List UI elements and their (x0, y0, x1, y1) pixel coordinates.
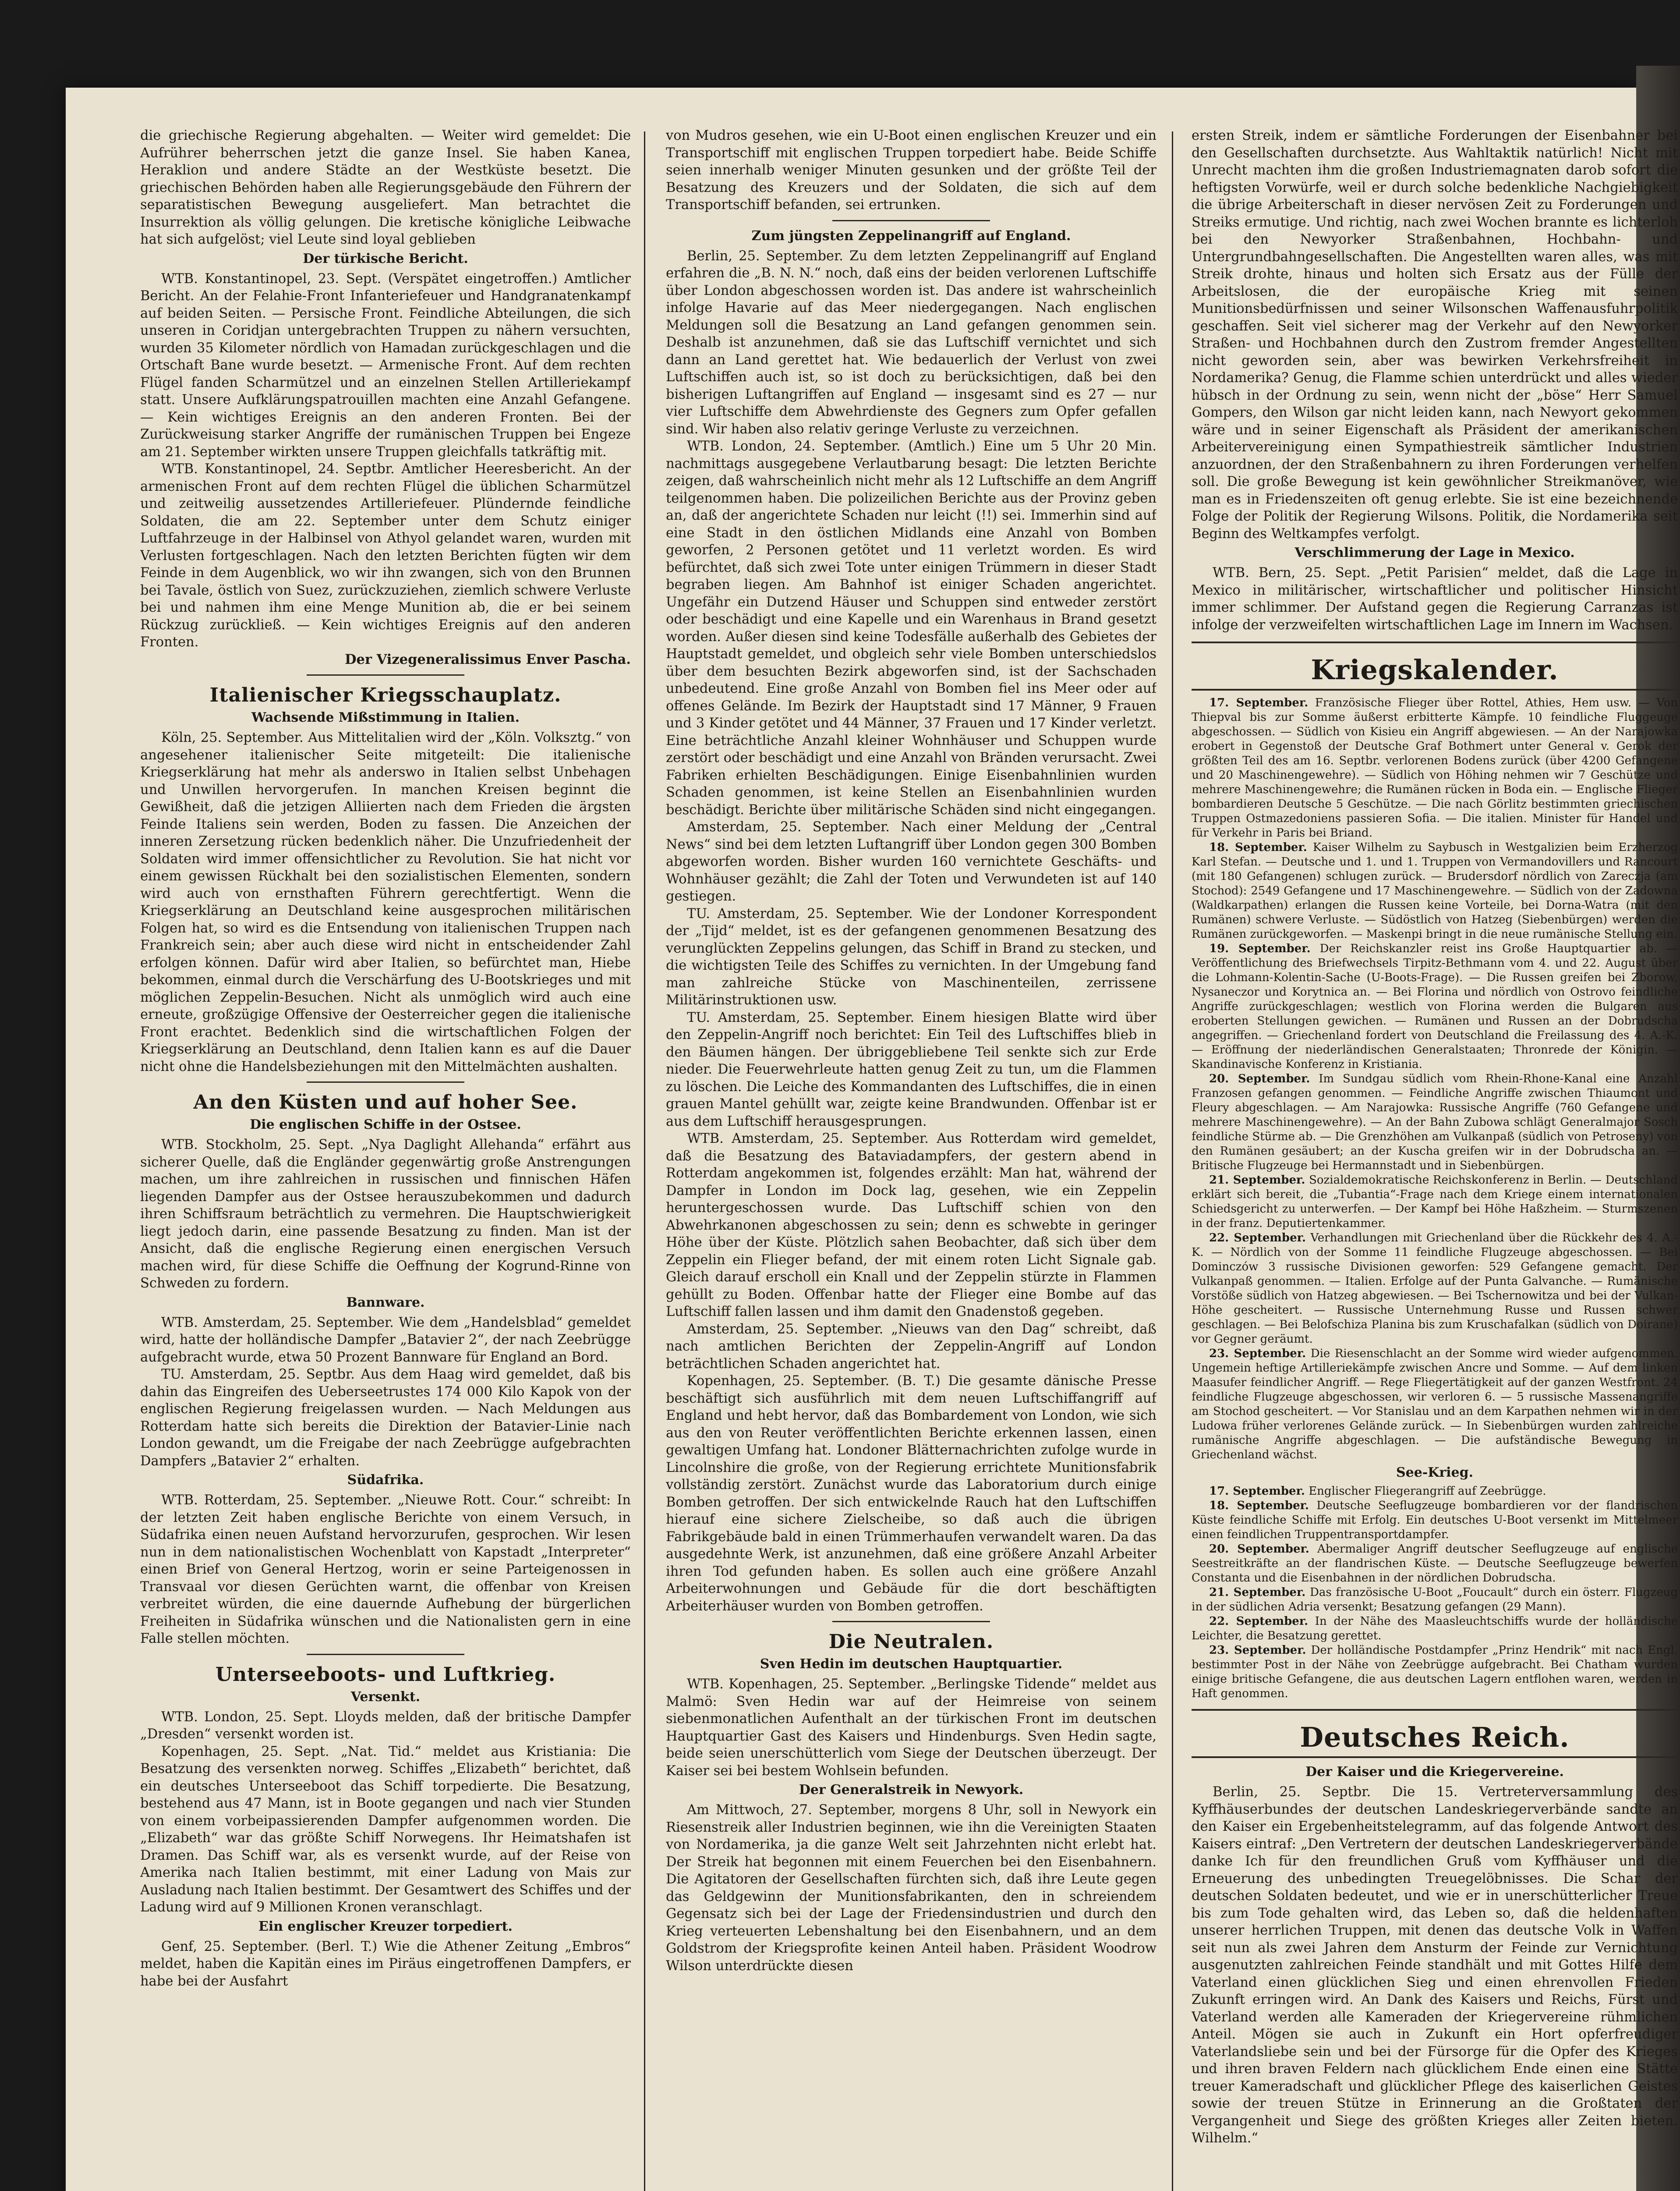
calendar-date: 17. September. (1209, 696, 1309, 709)
section-heading: Unterseeboots- und Luftkrieg. (215, 1663, 556, 1686)
section-subheading: Der Generalstreik in Newyork. (799, 1782, 1024, 1797)
war-calendar-list (1192, 696, 1678, 1701)
calendar-entry (1192, 1231, 1678, 1347)
column-left (140, 127, 631, 2191)
calendar-entry (1192, 1347, 1678, 1462)
calendar-text: Der Reichskanzler reist ins Große Hauptquartier ab. — Veröffentlichung des Briefwechsels Tirpitz-Bethmann vom 4. und 22. August über die Lohmann-Kolentin-Sache (U-Boots-Frage). — Die Russen greifen bei Zborow, Nysaneczor und Korytnica an. — Bei Florina und nördlich von Ostrovo feindliche Angriffe zurückgeschlagen; westlich von Florina werden die Bulgaren aus eroberten Stellungen gewichen. — Rumänen und Russen an der Dobrudscha angegriffen. — Griechenland fordert von Deutschland die Freilassung des 4. A.-K. — Eröffnung der niederländischen Generalstaaten; Thronrede der Königin. — Skandinavische Konferenz in Kristiania. (1192, 942, 1678, 1071)
section-subheading: Ein englischer Kreuzer torpediert. (258, 1918, 513, 1934)
article-text: TU. Amsterdam, 25. September. Wie der Londoner Korrespondent der „Tijd“ meldet, ist es der gefangenen genommenen Besatzung des verunglückten Zeppelins gelungen, das Schiff in Brand zu stecken, und die wichtigsten Teile des Schiffes zu vernichten. In der Umgebung fand man zahlreiche Stücke von Maschinenteilen, zerrissene Militärinstruktionen usw. (666, 906, 1157, 1008)
article-text: WTB. Rotterdam, 25. September. „Nieuwe Rott. Cour.“ schreibt: In der letzten Zeit haben englische Berichte von einem Versuch, in Südafrika einen neuen Aufstand hervorzurufen, gesprochen. Wir lesen nun in dem nationalistischen Wochenblatt von Kapstadt „Interpreter“ einen Brief von General Hertzog, worin er seine Parteigenossen in Transvaal vor diesen Gerüchten warnt, die offenbar von Kreisen verbreitet würden, die eine dauernde Aufhebung der bürgerlichen Freiheiten in Südafrika wünschen und die Nationalisten gern in eine Falle stellen möchten. (140, 1493, 631, 1646)
section-heading: An den Küsten und auf hoher See. (193, 1091, 578, 1113)
article-text: Amsterdam, 25. September. „Nieuws van den Dag“ schreibt, daß nach amtlichen Berichten der Zeppelin-Angriff auf London beträchtlichen Schaden angerichtet hat. (666, 1321, 1157, 1372)
divider (307, 674, 464, 676)
section-subheading: Sven Hedin im deutschen Hauptquartier. (760, 1656, 1063, 1672)
calendar-entry (1192, 1643, 1678, 1701)
article-text: TU. Amsterdam, 25. Septbr. Aus dem Haag wird gemeldet, daß bis dahin das Eingreifen des Ueberseetrustes 174 000 Kilo Kapok von der englischen Regierung freigelassen wurden. — Nach Meldungen aus Rotterdam hatte sich bereits die Direktion der Batavier-Linie nach London gewandt, um die Freigabe der nach Zeebrügge aufgebrachten Dampfers „Batavier 2“ erhalten. (140, 1367, 631, 1469)
article-text: TU. Amsterdam, 25. September. Einem hiesigen Blatte wird über den Zeppelin-Angriff noch berichtet: Ein Teil des Luftschiffes blieb in den Bäumen hängen. Der übriggebliebene Teil senkte sich zur Erde nieder. Die Feuerwehrleute hatten genug Zeit zu tun, um die Flammen zu löschen. Die Leiche des Kommandanten des Luftschiffes, die in einen grauen Mantel gehüllt war, zeigte keine Brandwunden. Offenbar ist er aus dem Luftschiff herausgesprungen. (666, 1010, 1157, 1129)
divider (832, 220, 990, 221)
calendar-date: 22. September. (1209, 1615, 1309, 1628)
calendar-date: 20. September. (1209, 1542, 1309, 1556)
reich-heading-box (1192, 1709, 1678, 1758)
article-text: die griechische Regierung abgehalten. — Weiter wird gemeldet: Die Aufrührer beherrschen jetzt die ganze Insel. Sie haben Kanea, Heraklion und andere Städte an der Westküste besetzt. Die griechischen Behörden haben alle Regierungsgebäude den Führern der separatistischen Bewegung ausgeliefert. Man betrachtet die Insurrektion als völlig gelungen. Die kretische königliche Leibwache hat sich aufgelöst; viel Leute sind loyal geblieben (140, 128, 631, 247)
calendar-entry (1192, 1484, 1678, 1499)
calendar-heading-box (1192, 642, 1678, 691)
article-text: WTB. Konstantinopel, 24. Septbr. Amtlicher Heeresbericht. An der armenischen Front auf dem rechten Flügel die üblichen Scharmützel und zeitweilig aussetzendes Artilleriefeuer. Plündernde feindliche Soldaten, die am 22. September unter dem Schutz einiger Luftfahrzeuge in der Halbinsel von Athyol gelandet waren, wurden mit Verlusten fortgeschlagen. Nach den letzten Berichten fügten wir dem Feinde in dem Augenblick, wo wir ihn zwangen, sich von den Brunnen bei Tavale, östlich von Suez, zurückzuziehen, ziemlich schwere Verluste bei und nahmen ihm eine Menge Munition ab, die er bei seinem Rückzug zurückließ. — Kein wichtiges Ereignis auf den anderen Fronten. (140, 461, 631, 650)
calendar-text: Verhandlungen mit Griechenland über die Rückkehr des 4. A.-K. — Nördlich von der Somme 11 feindliche Flugzeuge abgeschossen. — Bei Dominczów 3 russische Divisionen geworfen: 529 Gefangene gemacht. Der Vulkanpaß genommen. — Italien. Erfolge auf der Punta Galvanche. — Rumänische Vorstöße südlich von Hatzeg abgewiesen. — Bei Tschernowitza und bei der Vulkan-Höhe gescheitert. — Russische Unternehmung Russe und Russen schwer geschlagen. — Bei Belofschiza Planina bis zum Kruschafalkan (südlich von Doirane) vor Gegner geräumt. (1192, 1231, 1678, 1346)
calendar-entry (1192, 840, 1678, 942)
calendar-entry (1192, 696, 1678, 840)
section-heading: Die Neutralen. (828, 1631, 994, 1653)
calendar-entry (1192, 1542, 1678, 1585)
calendar-entry (1192, 1072, 1678, 1173)
calendar-date: 19. September. (1209, 942, 1311, 955)
calendar-text: Der holländische Postdampfer „Prinz Hendrik“ mit nach Engl. bestimmter Post in der Nähe von Zeebrügge aufgebracht. Bei Chatham wurden einige britische Gefangene, die aus deutschen Lagern entflohen waren, werden in Haft genommen. (1192, 1644, 1678, 1700)
calendar-date: 23. September. (1209, 1347, 1306, 1360)
section-subheading: Verschlimmerung der Lage in Mexico. (1294, 545, 1575, 560)
section-subheading: Der türkische Bericht. (303, 251, 468, 266)
article-text: WTB. Amsterdam, 25. September. Wie dem „Handelsblad“ gemeldet wird, hatte der holländische Dampfer „Batavier 2“, der nach Zeebrügge aufgebracht wurde, etwa 50 Prozent Bannware für England an Bord. (140, 1315, 631, 1365)
section-subheading: Die englischen Schiffe in der Ostsee. (250, 1117, 521, 1132)
calendar-entry (1192, 1585, 1678, 1614)
section-subheading: Versenkt. (350, 1689, 421, 1705)
calendar-text: In der Nähe des Maasleuchtschiffs wurde der holländische Leichter, die Besatzung gerettet. (1192, 1615, 1678, 1642)
calendar-date: 18. September. (1209, 1499, 1309, 1512)
article-text: Kopenhagen, 25. Sept. „Nat. Tid.“ meldet aus Kristiania: Die Besatzung des versenkten norweg. Schiffes „Elizabeth“ berichtet, daß ein deutsches Unterseeboot das Schiff torpedierte. Die Besatzung, bestehend aus 47 Mann, ist in Boote gegangen und nach vier Stunden von einem vorbeipassierenden Dampfer aufgenommen worden. Die „Elizabeth“ war das größte Schiff Norwegens. Ihr Heimatshafen ist Dramen. Das Schiff war, als es versenkt wurde, auf der Reise von Amerika nach Italien bestimmt, mit einer Ladung von Mais zur Ausladung nach Italien bestimmt. Der Gesamtwert des Schiffes und der Ladung wird auf 9 Millionen Kronen veranschlagt. (140, 1744, 631, 1915)
section-subheading: Wachsende Mißstimmung in Italien. (251, 710, 520, 725)
calendar-entry (1192, 1614, 1678, 1643)
article-text: WTB. Stockholm, 25. Sept. „Nya Daglight Allehanda“ erfährt aus sicherer Quelle, daß die Engländer gegenwärtig große Anstrengungen machen, um ihre zahlreichen in russischen und finnischen Häfen liegenden Dampfer aus der Ostsee herauszubekommen und dadurch ihren Schiffsraum beträchtlich zu vermehren. Die Hauptschwierigkeit liegt jedoch darin, eine passende Besatzung zu finden. Man ist der Ansicht, daß die englische Regierung einen energischen Versuch machen wird, für diese Schiffe die Oeffnung der Kogrund-Rinne von Schweden zu fordern. (140, 1137, 631, 1291)
calendar-text: Abermaliger Angriff deutscher Seeflugzeuge auf englische Seestreitkräfte an der flandrischen Küste. — Deutsche Seeflugzeuge bewerfen Constanta und die Eisenbahnen in der nördlichen Dobrudscha. (1192, 1542, 1678, 1585)
calendar-text: Englischer Fliegerangriff auf Zeebrügge. (1309, 1485, 1546, 1498)
article-text: WTB. London, 24. September. (Amtlich.) Eine um 5 Uhr 20 Min. nachmittags ausgegebene Verlautbarung besagt: Die letzten Berichte zeigen, daß wahrscheinlich nicht mehr als 12 Luftschiffe an dem Angriff teilgenommen haben. Die polizeilichen Berichte aus der Provinz geben an, daß der angerichtete Schaden nur leicht (!!) sei. Immerhin sind auf eine Stadt in den östlichen Midlands eine Anzahl von Bomben geworfen, 2 Personen getötet und 11 verletzt worden. Es wird befürchtet, daß sich zwei Tote unter einigen Trümmern in dieser Stadt begraben liegen. Am Bahnhof ist einiger Schaden angerichtet. Ungefähr ein Dutzend Häuser und Schuppen sind entweder zerstört oder beschädigt und eine Kapelle und ein Warenhaus in Brand gesetzt worden. Außer diesen sind keine Todesfälle außerhalb des Gebietes der Hauptstadt gemeldet, und obgleich sehr viele Bomben unterschiedslos über dem besuchten Bezirk abgeworfen sind, ist der Sachschaden unbedeutend. Eine große Anzahl von Bomben fiel ins Meer oder auf offenes Gelände. Im Bezirk der Hauptstadt sind 17 Männer, 9 Frauen und 3 Kinder getötet und 44 Männer, 37 Frauen und 17 Kinder verletzt. Eine beträchtliche Anzahl kleiner Wohnhäuser und Schuppen wurde zerstört oder beschädigt und eine Anzahl von Bränden verursacht. Zwei Fabriken erhielten Beschädigungen. Einige Eisenbahnlinien wurden Schaden genommen, ist keine Stellen an Eisenbahnlinien wurden beschädigt. Berichte über militärische Schäden sind nicht eingegangen. (666, 439, 1157, 818)
calendar-date: 21. September. (1209, 1586, 1306, 1599)
article-text: WTB. Bern, 25. Sept. „Petit Parisien“ meldet, daß die Lage in Mexico in militärischer, wirtschaftlicher und politischer Hinsicht immer schlimmer. Der Aufstand gegen die Regierung Carranzas ist infolge der verzweifelten wirtschaftlichen Lage im Innern im Wachsen. (1192, 565, 1678, 633)
calendar-date: 22. September. (1209, 1231, 1306, 1244)
article-text: ersten Streik, indem er sämtliche Forderungen der Eisenbahner bei den Gesellschaften durchsetzte. Aus Wahltaktik natürlich! Nicht mit Unrecht machten ihm die großen Industriemagnaten darob sofort die heftigsten Vorwürfe, weil er durch solche bedenkliche Nachgiebigkeit die übrige Arbeiterschaft in dieser nervösen Zeit zu Forderungen und Streiks ermutige. Und richtig, nach zwei Wochen brannte es lichterloh bei den Newyorker Straßenbahnen, Hochbahn- und Untergrundbahngesellschaften. Die Angestellten waren alles, was mit Streik drohte, hinaus und holten sich Ersatz aus der Fülle der Arbeitslosen, die der europäische Krieg mit seinen Munitionsbedürfnissen und seiner Wilsonschen Waffenausfuhrpolitik geschaffen. Seit viel sicherer mag der Verkehr auf den Newyorker Straßen- und Hochbahnen durch den Zustrom fremder Angestellten nicht geworden sein, aber was bewirken Verkehrsfreiheit in Nordamerika? Genug, die Flamme schien unterdrückt und alles wieder hübsch in der Ordnung zu sein, wenn nicht der „böse“ Herr Samuel Gompers, den Wilson gar nicht leiden kann, nach Newyort gekommen wäre und in seiner Eigenschaft als Präsident der amerikanischen Arbeitervereinigung einen Sympathiestreik sämtlicher Industrien anzuordnen, der den Straßenbahnern zu ihren Forderungen verhelfen soll. Die große Bewegung ist kein gewöhnlicher Streikmanöver, wie man es in Friedenszeiten oft genug erlebte. Sie ist eine bezeichnende Folge der Politik der Regierung Wilsons. Politik, die Nordamerika seit Beginn des Weltkampfes verfolgt. (1192, 128, 1678, 542)
article-signature: Der Vizegeneralissimus Enver Pascha. (345, 651, 631, 667)
calendar-date: 18. September. (1209, 841, 1307, 854)
article-text: von Mudros gesehen, wie ein U-Boot einen englischen Kreuzer und ein Transportschiff mit englischen Truppen torpediert habe. Beide Schiffe seien innerhalb weniger Minuten gesunken und der größte Teil der Besatzung des Kreuzers und der Soldaten, die sich auf dem Transportschiff befanden, sei ertrunken. (666, 128, 1157, 213)
calendar-date: 23. September. (1209, 1644, 1306, 1657)
calendar-text: Kaiser Wilhelm zu Saybusch in Westgalizien beim Erzherzog Karl Stefan. — Deutsche und 1. und 1. Truppen von Vermandovillers und Rancourt (mit 180 Gefangenen) schlugen zurück. — Brudersdorf nördlich von Zareczja (am Stochod): 2549 Gefangene und 17 Maschinengewehre. — Südlich von der Zadowna (Waldkarpathen) erlangen die Russen keine Vorteile, bei Dorna-Watra (mit den Rumänen) schwere Verluste. — Südöstlich von Hatzeg (Siebenbürgen) werden die Rumänen zurückgeworfen. — Maskenpi bringt in die neue rumänische Stellung ein. (1192, 841, 1678, 941)
section-heading: Italienischer Kriegsschauplatz. (209, 684, 562, 706)
article-text: Amsterdam, 25. September. Nach einer Meldung der „Central News“ sind bei dem letzten Luftangriff über London gegen 300 Bomben abgeworfen worden. Bisher wurden 160 vernichtete Geschäfts- und Wohnhäuser gezählt; die Zahl der Toten und Verwundeten ist auf 140 gestiegen. (666, 819, 1157, 904)
article-text: Genf, 25. September. (Berl. T.) Wie die Athener Zeitung „Embros“ meldet, haben die Kapitän eines im Piräus eingetroffenen Dampfers, er habe bei der Ausfahrt (140, 1939, 631, 1989)
section-subheading: Zum jüngsten Zeppelinangriff auf England. (751, 228, 1071, 244)
section-subheading: Der Kaiser und die Kriegervereine. (1305, 1764, 1564, 1780)
article-text: Kopenhagen, 25. September. (B. T.) Die gesamte dänische Presse beschäftigt sich ausführlich mit dem neuen Luftschiffangriff auf England und hebt hervor, daß das Bombardement von London, wie sich aus den von Reuter veröffentlichten Berichte erkennen lassen, einen gewaltigen Umfang hat. Londoner Blätternachrichten zufolge wurde in Lincolnshire die große, von der Regierung errichtete Munitionsfabrik vollständig zerstört. Zunächst wurde das Laboratorium durch einige Bomben getroffen. Der sich entwickelnde Rauch hat den Luftschiffen hierauf eine sichere Zielscheibe, so daß auch die übrigen Fabrikgebäude bald in einen Trümmerhaufen verwandelt waren. Da das ausgedehnte Werk, ist anzunehmen, daß eine größere Anzahl Arbeiter ihren Tod gefunden haben. Es sollen auch eine größere Anzahl Arbeiterwohnungen und Gebäude für die dort beschäftigten Arbeiterhäuser wurden von Bomben getroffen. (666, 1373, 1157, 1614)
article-text: Am Mittwoch, 27. September, morgens 8 Uhr, soll in Newyork ein Riesenstreik aller Industrien beginnen, wie ihn die Vereinigten Staaten von Nordamerika, ja die ganze Welt seit Jahrzehnten nicht erlebt hat. Der Streik hat begonnen mit einem Feuerchen bei den Eisenbahnern. Die Agitatoren der Gesellschaften fürchten sich, daß ihre Leute gegen das Geldgewinn der Munitionsfabrikanten, den in schreiendem Gegensatz sich bei der Lage der Friedensindustrien und durch den Krieg verteuerten Lebenshaltung bei den Eisenbahnern, und an dem Goldstrom der Kriegsprofite keinen Anteil haben. Präsident Woodrow Wilson unterdrückte diesen (666, 1802, 1157, 1974)
article-text: Berlin, 25. Septbr. Die 15. Vertreterversammlung des Kyffhäuserbundes der deutschen Landeskriegerverbände sandte an den Kaiser ein Ergebenheitstelegramm, auf das folgende Antwort des Kaisers eintraf: „Den Vertretern der deutschen Landeskriegerverbände danke Ich für den freundlichen Gruß vom Kyffhäuser und die Erneuerung des unbedingten Treuegelöbnisses. Die Schar der deutschen Soldaten bedeutet, und wie er in unerschütterlicher Treue bis zum Tode gehalten wird, das Leben so, daß die heldenhaften unserer herrlichen Truppen, mit denen das deutsche Volk in Waffen seit nun als zwei Jahren dem Ansturm der Feinde zur Vernichtung ausgenutzten zahlreichen Feinde standhält und mit Gottes Hilfe dem Vaterland einen glücklichen Sieg und einen ehrenvollen Frieden Zukunft erringen wird. An Dank des Kaisers und Reichs, Fürst und Vaterland werden alle Kameraden der Kriegervereine rühmlichen Anteil. Mögen sie auch in Zukunft ein Hort opferfreudiger Vaterlandsliebe sein und bei der Fürsorge für die Opfer des Krieges und ihren braven Feldern nach glücklichem Ende einen eine Stätte treuer Kameradschaft und glücklicher Pflege des kaiserlichen Geistes sowie der treuen Stütze in Erinnerung an die Großtaten der Vergangenheit und Siege des größten Krieges aller Zeiten bieten. Wilhelm.“ (1192, 1784, 1678, 2146)
article-text: Köln, 25. September. Aus Mittelitalien wird der „Köln. Volksztg.“ von angesehener italienischer Seite mitgeteilt: Die italienische Kriegserklärung hat mehr als anderswo in Italien selbst Unbehagen und Unwillen hervorgerufen. In manchen Kreisen beginnt die Gewißheit, daß die jetzigen Alliierten nach dem Frieden die ärgsten Feinde Italiens sein werden, Boden zu fassen. Die Anzeichen der inneren Zersetzung rücken bedenklich näher. Die Unzufriedenheit der Soldaten wird immer offensichtlicher zu Revolution. Sie hat nicht vor einem gewissen Rückhalt bei den sozialistischen Elementen, sondern wird auch von ernsthaften Führern gerechtfertigt. Wenn die Kriegserklärung an Deutschland keine ausgesprochen militärischen Folgen hat, so wird es die Entsendung von italienischen Truppen nach Frankreich sein; aber auch diese wird nicht in entscheidender Zahl erfolgen können. Dafür wird aber Italien, so befürchtet man, Hiebe bekommen, einmal durch die Verschärfung des U-Bootskrieges und mit möglichen Zeppelin-Besuchen. Nicht als unmöglich wird auch eine erneute, großzügige Offensive der Oesterreicher gegen die italienische Front erachtet. Bedenklich sind die wirtschaftlichen Folgen der Kriegserklärung an Deutschland, denn Italien kann es auf die Dauer nicht ohne die Handelsbeziehungen mit den Mittelmächten aushalten. (140, 730, 631, 1074)
column-middle (666, 127, 1157, 2191)
divider (832, 1621, 990, 1622)
calendar-date: 20. September. (1209, 1072, 1310, 1085)
calendar-text: Das französische U-Boot „Foucault“ durch ein österr. Flugzeug in der südlichen Adria versenkt; Besatzung gefangen (29 Mann). (1192, 1586, 1678, 1613)
section-subheading: Südafrika. (347, 1472, 424, 1488)
column-right (1192, 127, 1678, 2191)
section-heading: Deutsches Reich. (1300, 1721, 1570, 1753)
column-rule (644, 131, 645, 2191)
calendar-text: Die Riesenschlacht an der Somme wird wieder aufgenommen. Ungemein heftige Artilleriekämpfe zwischen Ancre und Somme. — Auf dem linken Maasufer feindlicher Angriff. — Rege Fliegertätigkeit auf der ganzen Westfront. 24 feindliche Flugzeuge abgeschossen, wir verloren 6. — 5 russische Massenangriffe am Stochod gescheitert. — Vor Stanislau und an dem Karpathen nehmen wir in der Ludowa früher verlorenes Gelände zurück. — In Siebenbürgen wurden zahlreiche rumänische Angriffe abgeschlagen. — Die aufständische Bewegung in Griechenland wächst. (1192, 1347, 1678, 1461)
section-heading: Kriegskalender. (1311, 654, 1559, 686)
calendar-date: 17. September. (1209, 1485, 1305, 1498)
calendar-text: Sozialdemokratische Reichskonferenz in Berlin. — Deutschland erklärt sich bereit, die „Tubantia“-Frage nach dem Kriege einem internationalen Schiedsgericht zu unterwerfen. — Der Kampf bei Höhe Haßzheim. — Sturmszenen in der franz. Deputiertenkammer. (1192, 1173, 1678, 1230)
section-subheading: See-Krieg. (1396, 1465, 1474, 1480)
column-rule (1172, 131, 1173, 2191)
section-subheading: Bannware. (346, 1294, 425, 1310)
article-text: Berlin, 25. September. Zu dem letzten Zeppelinangriff auf England erfahren die „B. N. N.“ noch, daß eins der beiden verlorenen Luftschiffe über London abgeschossen worden ist. Das andere ist wahrscheinlich infolge Havarie auf das Meer niedergegangen. Nach englischen Meldungen soll die Besatzung an Land gefangen genommen sein. Deshalb ist anzunehmen, daß sie das Luftschiff vernichtet und sich dann an Land gerettet hat. Wie bedauerlich der Verlust von zwei Luftschiffen auch ist, so ist doch zu berücksichtigen, daß bei den bisherigen Luftangriffen auf England — insgesamt sind es 27 — nur vier Luftschiffe dem Abwehrdienste des Gegners zum Opfer gefallen sind. Wir haben also relativ geringe Verluste zu verzeichnen. (666, 248, 1157, 437)
calendar-text: Deutsche Seeflugzeuge bombardieren vor der flandrischen Küste feindliche Schiffe mit Erfolg. Ein deutsches U-Boot versenkt im Mittelmeer einen feindlichen Truppentransportdampfer. (1192, 1499, 1678, 1541)
calendar-entry (1192, 942, 1678, 1072)
divider (307, 1081, 464, 1083)
divider (307, 1654, 464, 1655)
article-text: WTB. London, 25. Sept. Lloyds melden, daß der britische Dampfer „Dresden“ versenkt worden ist. (140, 1709, 631, 1742)
calendar-date: 21. September. (1209, 1173, 1305, 1187)
article-text: WTB. Konstantinopel, 23. Sept. (Verspätet eingetroffen.) Amtlicher Bericht. An der Felahie-Front Infanteriefeuer und Handgranatenkampf auf beiden Seiten. — Persische Front. Feindliche Abteilungen, die sich unseren in Coridjan untergebrachten Truppen zu nähern versuchten, wurden 35 Kilometer nördlich von Hamadan zurückgeschlagen und die Ortschaft Bane wurde besetzt. — Armenische Front. Auf dem rechten Flügel fanden Scharmützel und an einzelnen Stellen Artilleriekampf statt. Unsere Aufklärungspatrouillen machten eine Anzahl Gefangene. — Kein wichtiges Ereignis an den anderen Fronten. Bei der Zurückweisung starker Angriffe der rumänischen Truppen bei Engeze am 21. September wirkten unsere Truppen gleichfalls tatkräftig mit. (140, 271, 631, 460)
calendar-entry (1192, 1173, 1678, 1231)
calendar-text: Französische Flieger über Rottel, Athies, Hem usw. — Von Thiepval bis zur Somme äußerst erbitterte Kämpfe. 10 feindliche Fluggeuge abgeschossen. — Südlich von Kisieu ein Angriff abgewiesen. — An der Narajowka erobert in Gegenstoß der Deutsche Graf Bothmert unter General v. Gerok der größten Teil des am 16. Septbr. verlorenen Bodens zurück (über 4200 Gefangene und 20 Maschinengewehre). — Südlich von Höhing nehmen wir 7 Geschütze und mehrere Maschinengewehre; die Rumänen rücken in Boda ein. — Englische Flieger bombardieren Deutsche 5 Geschütze. — Die nach Görlitz bestimmten griechischen Truppen Ostmazedoniens passieren Sofia. — Die italien. Minister für Handel und für Verkehr in Paris bei Briand. (1192, 696, 1678, 840)
article-text: WTB. Kopenhagen, 25. September. „Berlingske Tidende“ meldet aus Malmö: Sven Hedin war auf der Heimreise von seinem siebenmonatlichen Aufenthalt an der türkischen Front im deutschen Hauptquartier Gast des Kaisers und Hindenburgs. Sven Hedin sagte, beide seien unerschütterlich vom Siege der Deutschen überzeugt. Der Kaiser sei bei bestem Wohlsein befunden. (666, 1677, 1157, 1779)
calendar-text: Im Sundgau südlich vom Rhein-Rhone-Kanal eine Anzahl Franzosen gefangen genommen. — Feindliche Angriffe zwischen Thiaumont und Fleury abgeschlagen. — Am Narajowka: Russische Angriffe (760 Gefangene und mehrere Maschinengewehre). — An der Bahn Zubowa schlägt Generalmajor Sosch feindliche Stürme ab. — Die Grenzhöhen am Vulkanpaß (südlich von Petroseny) von den Rumänen gesäubert; an der Kuscha greifen wir in der Dobrudscha an. — Britische Flugzeuge bei Hermannstadt und in Siebenbürgen. (1192, 1072, 1678, 1172)
article-text: WTB. Amsterdam, 25. September. Aus Rotterdam wird gemeldet, daß die Besatzung des Bataviadampfers, der gestern abend in Rotterdam angekommen ist, folgendes erzählt: Man hat, während der Dampfer in London im Dock lag, gesehen, wie ein Zeppelin heruntergeschossen wurde. Das Luftschiff schien von den Abwehrkanonen abgeschossen zu sein; denn es schwebte in geringer Höhe über der Küste. Plötzlich sahen Beobachter, daß sich über dem Zeppelin ein Flieger befand, der mit einem roten Licht Signale gab. Gleich darauf erscholl ein Knall und der Zeppelin stürzte in Flammen gehüllt zu Boden. Offenbar hatte der Flieger eine Bombe auf das Luftschiff fallen lassen und ihm damit den Gnadenstoß gegeben. (666, 1131, 1157, 1319)
calendar-entry (1192, 1499, 1678, 1542)
